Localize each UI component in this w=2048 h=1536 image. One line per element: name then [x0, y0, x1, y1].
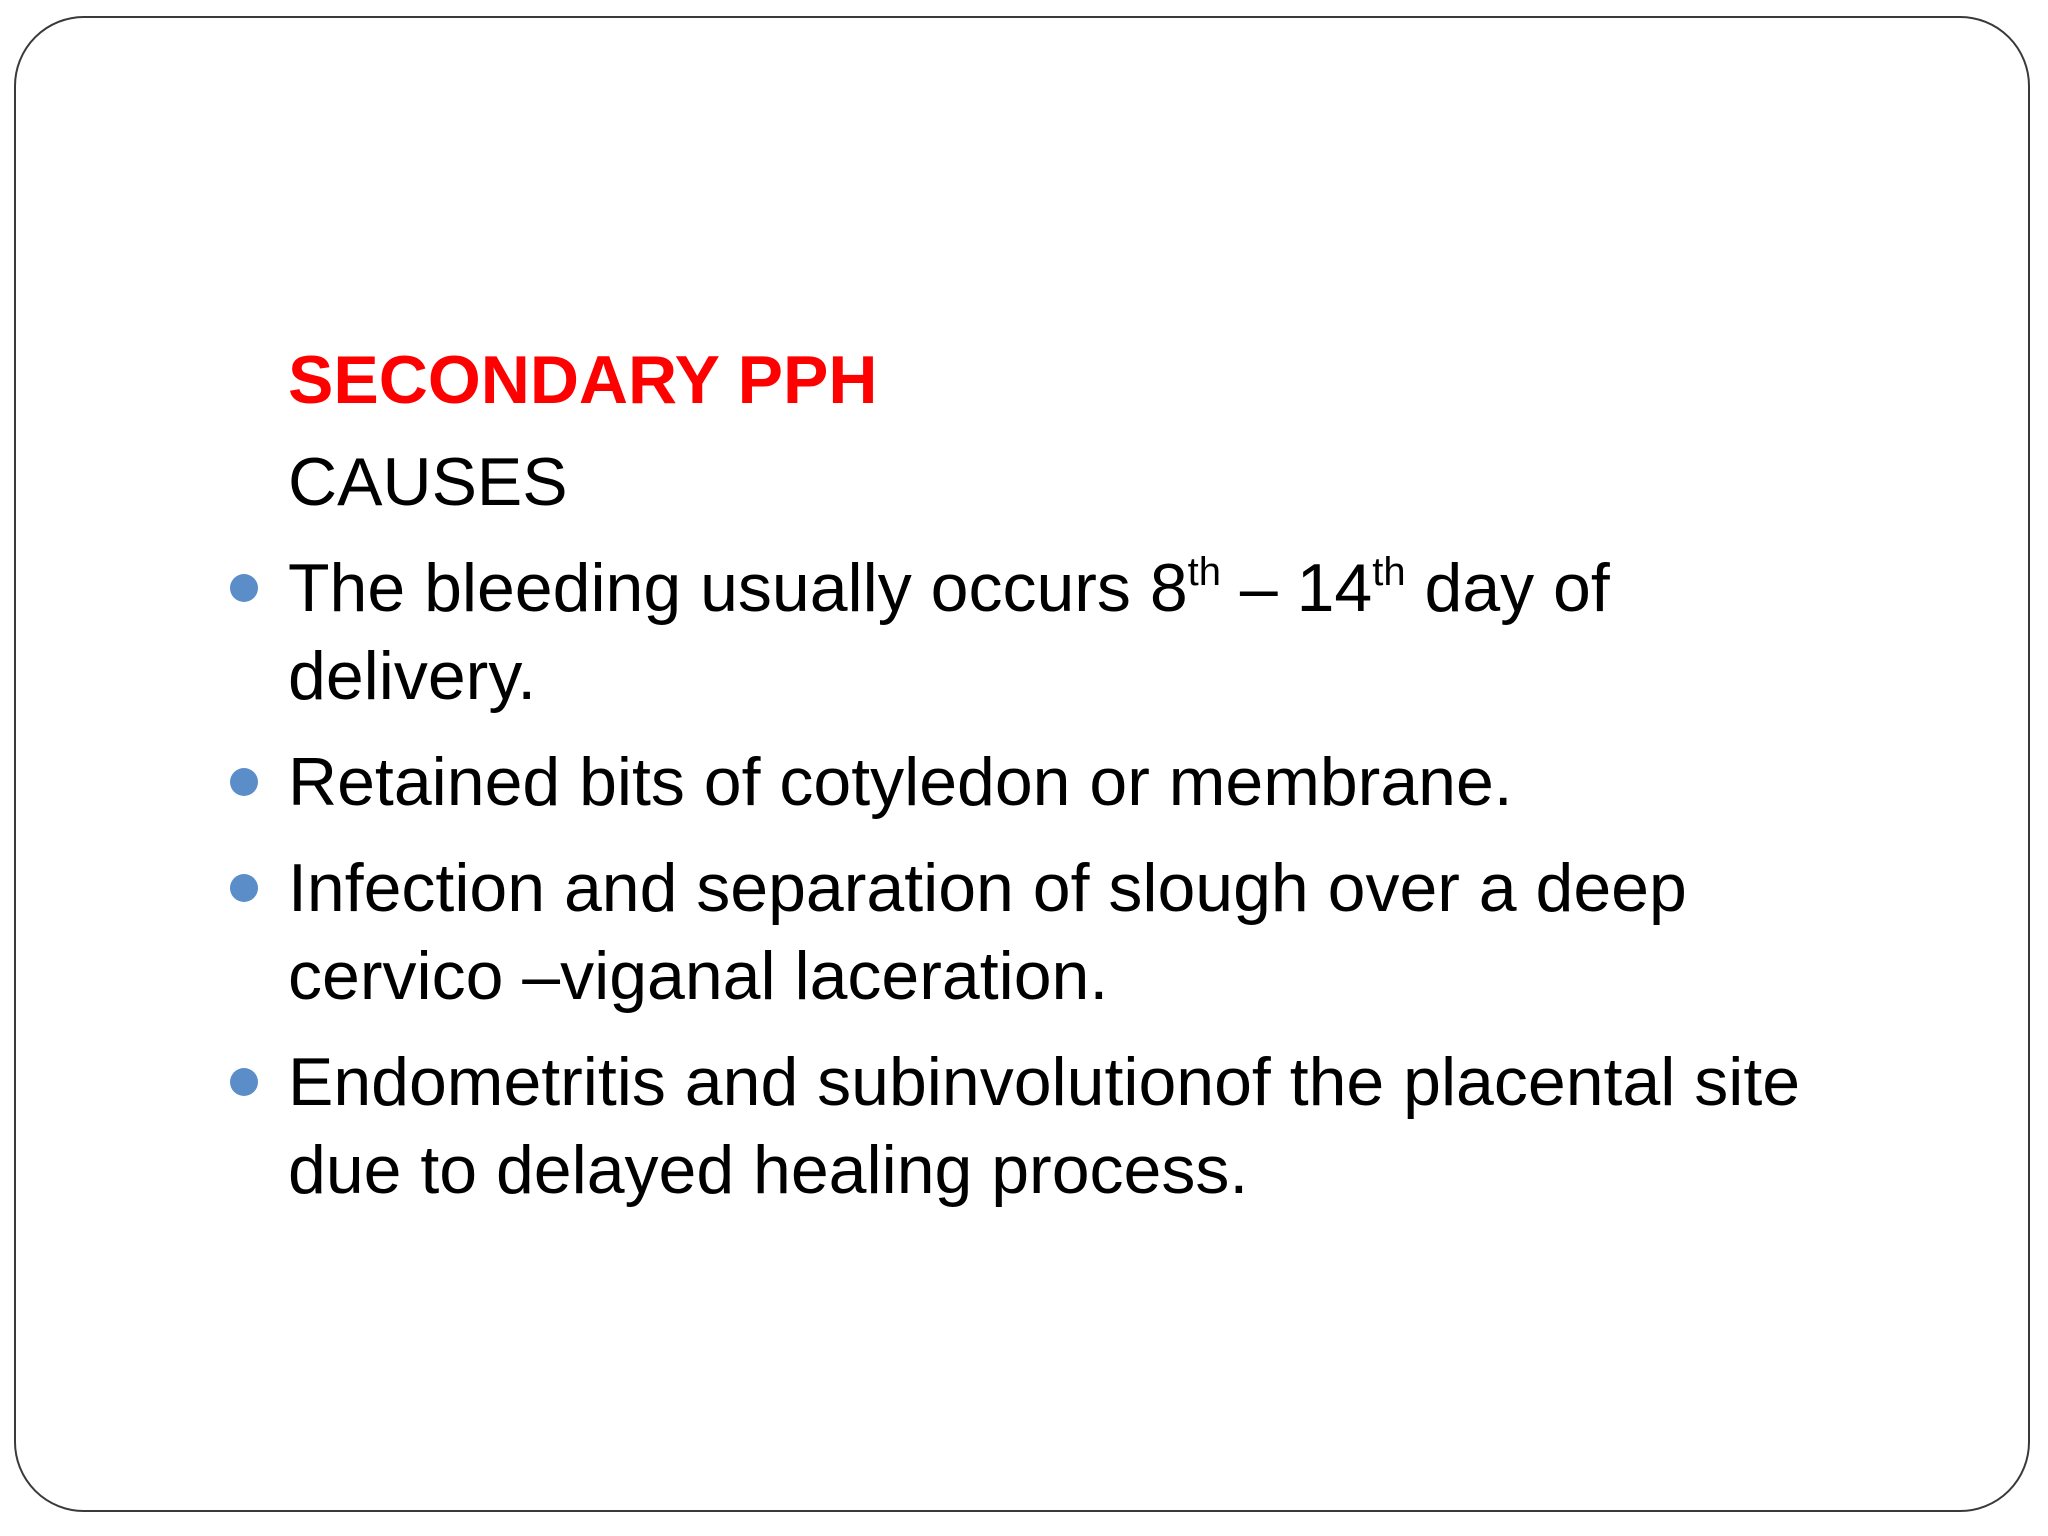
bullet-text: Infection and separation of slough over a deep cervico –viganal laceration.	[288, 850, 1687, 1014]
bullet-item-infection	[230, 844, 1870, 1020]
bullet-item-timing	[230, 544, 1870, 720]
slide-heading: SECONDARY PPH	[288, 342, 878, 418]
bullet-dot-icon	[230, 874, 258, 902]
bullet-list	[230, 544, 1870, 1214]
bullet-text: Retained bits of cotyledon or membrane.	[288, 744, 1513, 820]
bullet-text-part: day of delivery.	[288, 550, 1610, 714]
bullet-item-retained-bits	[230, 738, 1870, 826]
bullet-dot-icon	[230, 574, 258, 602]
bullet-text-part: – 14	[1221, 550, 1373, 626]
bullet-dot-icon	[230, 768, 258, 796]
slide-content	[230, 340, 1870, 1232]
superscript-ordinal: th	[1187, 550, 1221, 594]
slide-subheading: CAUSES	[288, 444, 568, 520]
bullet-dot-icon	[230, 1068, 258, 1096]
bullet-item-endometritis	[230, 1038, 1870, 1214]
bullet-text-part: The bleeding usually occurs 8	[288, 550, 1188, 626]
bullet-text: Endometritis and subinvolutionof the placental site due to delayed healing process.	[288, 1044, 1801, 1208]
superscript-ordinal: th	[1372, 550, 1406, 594]
